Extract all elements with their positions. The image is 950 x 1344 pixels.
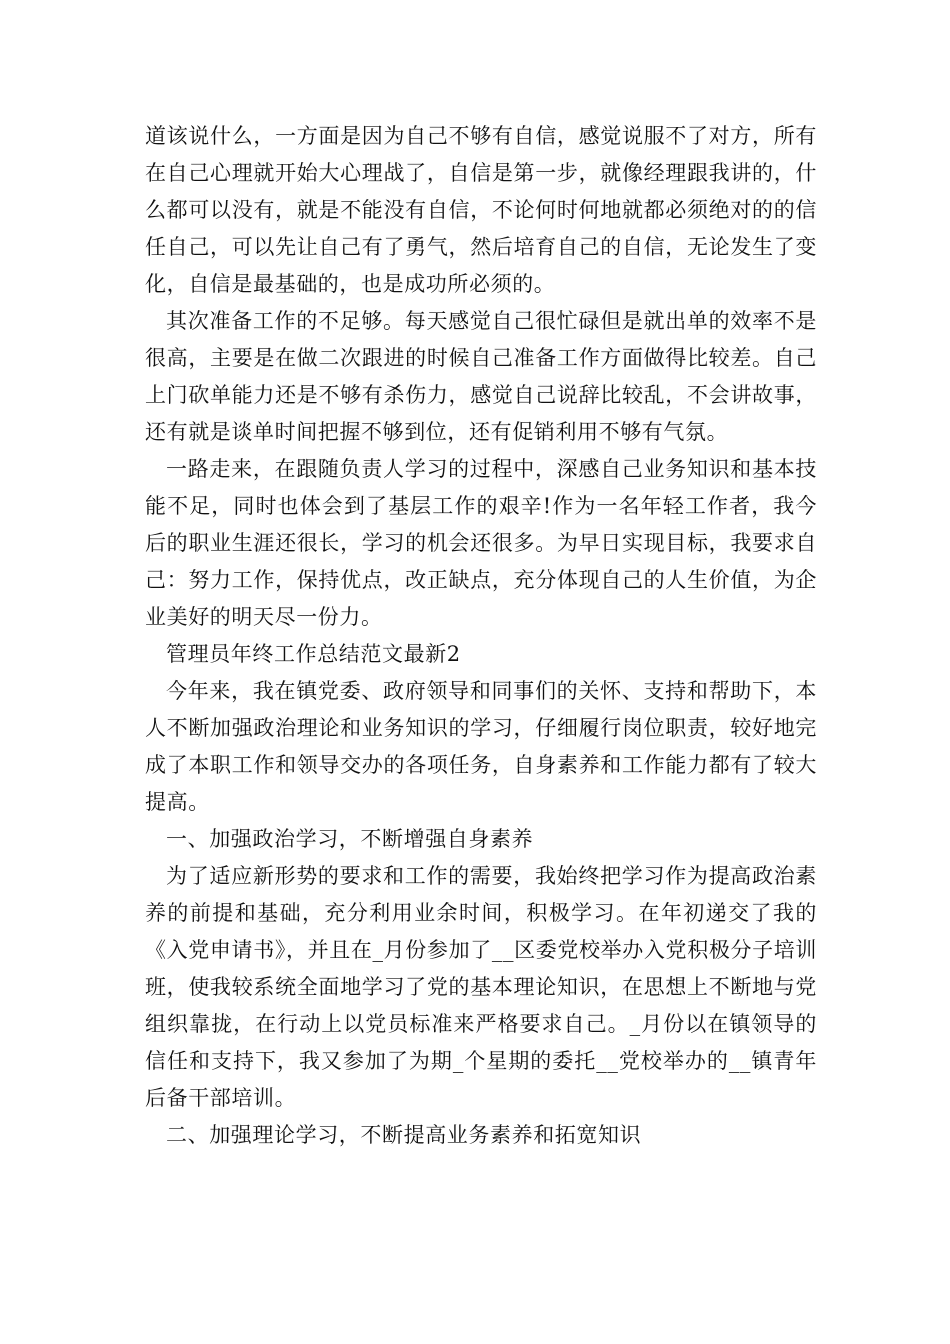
document-body xyxy=(145,118,817,1154)
subheading-2: 二、加强理论学习，不断提高业务素养和拓宽知识 xyxy=(166,1123,642,1147)
paragraph-4: 今年来，我在镇党委、政府领导和同事们的关怀、支持和帮助下，本人不断加强政治理论和业务知识的学习，仔细履行岗位职责，较好地完成了本职工作和领导交办的各项任务，自身素养和工作能力都有了较大提高。 xyxy=(145,679,817,814)
section-title: 管理员年终工作总结范文最新2 xyxy=(166,642,461,666)
paragraph-2: 其次准备工作的不足够。每天感觉自己很忙碌但是就出单的效率不是很高，主要是在做二次跟进的时候自己准备工作方面做得比较差。自己上门砍单能力还是不够有杀伤力，感觉自己说辞比较乱，不会讲故事，还有就是谈单时间把握不够到位，还有促销利用不够有气氛。 xyxy=(145,309,817,444)
paragraph-3: 一路走来，在跟随负责人学习的过程中，深感自己业务知识和基本技能不足，同时也体会到了基层工作的艰辛!作为一名年轻工作者，我今后的职业生涯还很长，学习的机会还很多。为早日实现目标，我要求自己：努力工作，保持优点，改正缺点，充分体现自己的人生价值，为企业美好的明天尽一份力。 xyxy=(145,457,817,629)
subheading-1: 一、加强政治学习，不断增强自身素养 xyxy=(166,827,534,851)
paragraph-5: 为了适应新形势的要求和工作的需要，我始终把学习作为提高政治素养的前提和基础，充分利用业余时间，积极学习。在年初递交了我的《入党申请书》，并且在_月份参加了__区委党校举办入党积极分子培训班，使我较系统全面地学习了党的基本理论知识，在思想上不断地与党组织靠拢，在行动上以党员标准来严格要求自己。_月份以在镇领导的信任和支持下，我又参加了为期_个星期的委托__党校举办的__镇青年后备干部培训。 xyxy=(145,864,817,1110)
paragraph-1: 道该说什么，一方面是因为自己不够有自信，感觉说服不了对方，所有在自己心理就开始大心理战了，自信是第一步，就像经理跟我讲的，什么都可以没有，就是不能没有自信，不论何时何地就都必须绝对的的信任自己，可以先让自己有了勇气，然后培育自己的自信，无论发生了变化，自信是最基础的，也是成功所必须的。 xyxy=(145,124,817,296)
